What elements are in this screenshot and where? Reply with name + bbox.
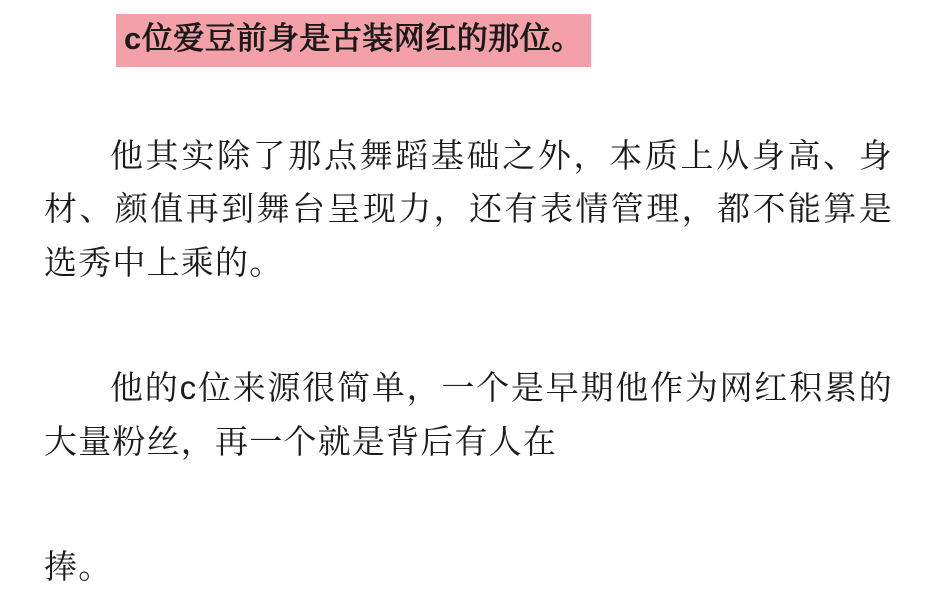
headline-container — [44, 0, 893, 67]
body-paragraph-1: 他其实除了那点舞蹈基础之外，本质上从身高、身材、颜值再到舞台呈现力，还有表情管理，都不能算是选秀中上乘的。 — [44, 136, 893, 281]
body-paragraph-2: 他的c位来源很简单，一个是早期他作为网红积累的大量粉丝，再一个就是背后有人在 — [44, 369, 893, 460]
highlighted-headline: c位爱豆前身是古装网红的那位。 — [116, 14, 591, 67]
clipped-line-region — [44, 548, 893, 592]
clipped-line-text: 捧。 — [44, 548, 113, 585]
